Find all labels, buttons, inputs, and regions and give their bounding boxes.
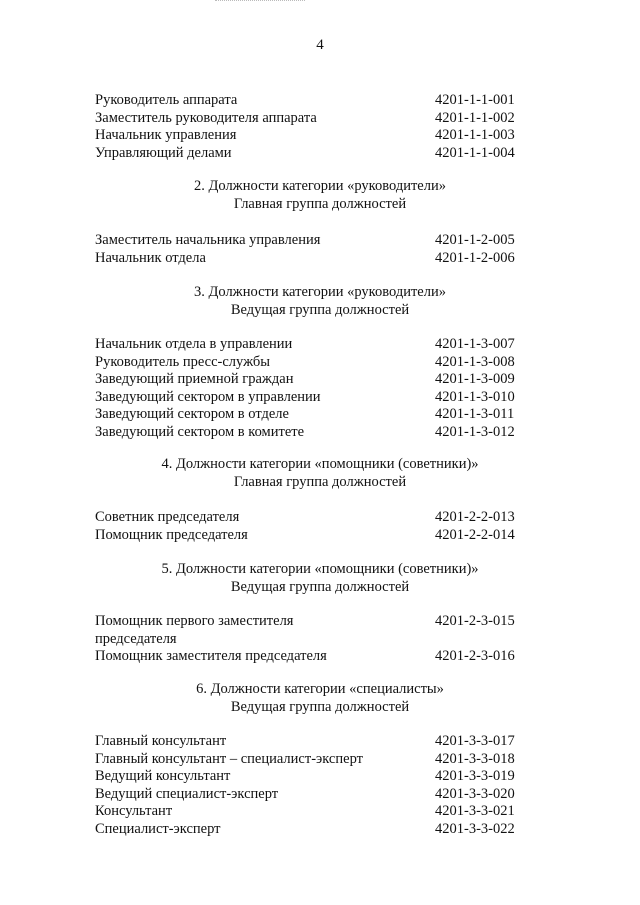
position-title: Заведующий сектором в управлении: [95, 388, 321, 405]
table-row: [95, 250, 525, 268]
position-title: Руководитель аппарата: [95, 92, 238, 108]
table-row: [95, 821, 525, 839]
table-row: [95, 527, 525, 545]
section-category: 5. Должности категории «помощники (советники)»: [161, 561, 479, 577]
position-list-section-2: [95, 232, 525, 267]
section-group: Ведущая группа должностей: [230, 698, 410, 715]
position-code: 4201-1-2-005: [435, 232, 515, 248]
section-category: 6. Должности категории «специалисты»: [196, 681, 444, 697]
position-code: 4201-1-3-008: [435, 353, 515, 370]
position-title: Заместитель руководителя аппарата: [95, 109, 317, 126]
position-code: 4201-3-3-018: [435, 750, 515, 767]
table-row: [95, 786, 525, 804]
position-title: Главный консультант – специалист-эксперт: [95, 750, 363, 767]
section-group: Главная группа должностей: [233, 473, 407, 490]
table-row: [95, 145, 525, 163]
table-row: [95, 803, 525, 821]
section-heading-2: [0, 178, 640, 213]
section-category: 2. Должности категории «руководители»: [194, 178, 446, 194]
position-code: 4201-2-2-013: [435, 509, 515, 525]
position-code: 4201-2-3-016: [435, 648, 515, 664]
table-row: [95, 92, 525, 110]
position-title: Специалист-эксперт: [95, 820, 221, 837]
position-code: 4201-3-3-022: [435, 820, 515, 837]
table-row: [95, 613, 525, 648]
section-group: Ведущая группа должностей: [230, 578, 410, 595]
position-title: Главный консультант: [95, 733, 227, 749]
table-row: [95, 406, 525, 424]
position-title: Заведующий приемной граждан: [95, 371, 294, 387]
position-title: Ведущий специалист-эксперт: [95, 785, 279, 802]
section-category: 4. Должности категории «помощники (советники)»: [161, 456, 479, 472]
position-code: 4201-3-3-019: [435, 768, 515, 784]
position-list-section-5: [95, 613, 525, 666]
position-code: 4201-1-1-003: [435, 127, 515, 143]
section-category: 3. Должности категории «руководители»: [194, 284, 446, 300]
table-row: [95, 371, 525, 389]
position-title: Помощник председателя: [95, 526, 248, 543]
table-row: [95, 110, 525, 128]
position-code: 4201-2-3-015: [435, 613, 515, 629]
position-code: 4201-3-3-021: [435, 803, 515, 819]
table-row: [95, 733, 525, 751]
position-title: Управляющий делами: [95, 144, 232, 161]
page-number: 4: [316, 37, 324, 53]
position-title: Советник председателя: [95, 509, 240, 525]
table-row: [95, 336, 525, 354]
position-code: 4201-1-2-006: [435, 249, 515, 266]
position-list-section-1: [95, 92, 525, 162]
table-row: [95, 751, 525, 769]
position-code: 4201-1-1-002: [435, 109, 515, 126]
table-row: [95, 232, 525, 250]
position-title: Начальник отдела: [95, 249, 206, 266]
position-title: Заведующий сектором в отделе: [95, 406, 289, 422]
position-title: Начальник управления: [95, 127, 237, 143]
position-title: Заместитель начальника управления: [95, 232, 321, 248]
section-heading-4: [0, 456, 640, 491]
position-list-section-4: [95, 509, 525, 544]
section-group: Ведущая группа должностей: [230, 301, 410, 318]
table-row: [95, 509, 525, 527]
position-list-section-6: [95, 733, 525, 838]
section-group: Главная группа должностей: [233, 195, 407, 212]
position-list-section-3: [95, 336, 525, 441]
position-code: 4201-1-3-007: [435, 336, 515, 352]
position-code: 4201-3-3-020: [435, 785, 515, 802]
scan-artifact: [215, 0, 305, 3]
position-code: 4201-1-3-009: [435, 371, 515, 387]
position-code: 4201-3-3-017: [435, 733, 515, 749]
table-row: [95, 648, 525, 666]
section-heading-6: [0, 681, 640, 716]
section-heading-5: [0, 561, 640, 596]
table-row: [95, 424, 525, 442]
position-title: Ведущий консультант: [95, 768, 231, 784]
position-title: Начальник отдела в управлении: [95, 336, 293, 352]
position-title: Помощник заместителя председателя: [95, 648, 327, 664]
table-row: [95, 768, 525, 786]
position-code: 4201-2-2-014: [435, 526, 515, 543]
position-title: Помощник первого заместителя председателя: [95, 613, 294, 647]
table-row: [95, 389, 525, 407]
table-row: [95, 127, 525, 145]
position-code: 4201-1-3-011: [435, 406, 515, 422]
position-code: 4201-1-3-010: [435, 388, 515, 405]
position-code: 4201-1-1-004: [435, 144, 515, 161]
position-title: Заведующий сектором в комитете: [95, 423, 305, 440]
position-code: 4201-1-1-001: [435, 92, 515, 108]
position-code: 4201-1-3-012: [435, 423, 515, 440]
position-title: Руководитель пресс-службы: [95, 353, 271, 370]
position-title: Консультант: [95, 803, 173, 819]
table-row: [95, 354, 525, 372]
section-heading-3: [0, 284, 640, 319]
